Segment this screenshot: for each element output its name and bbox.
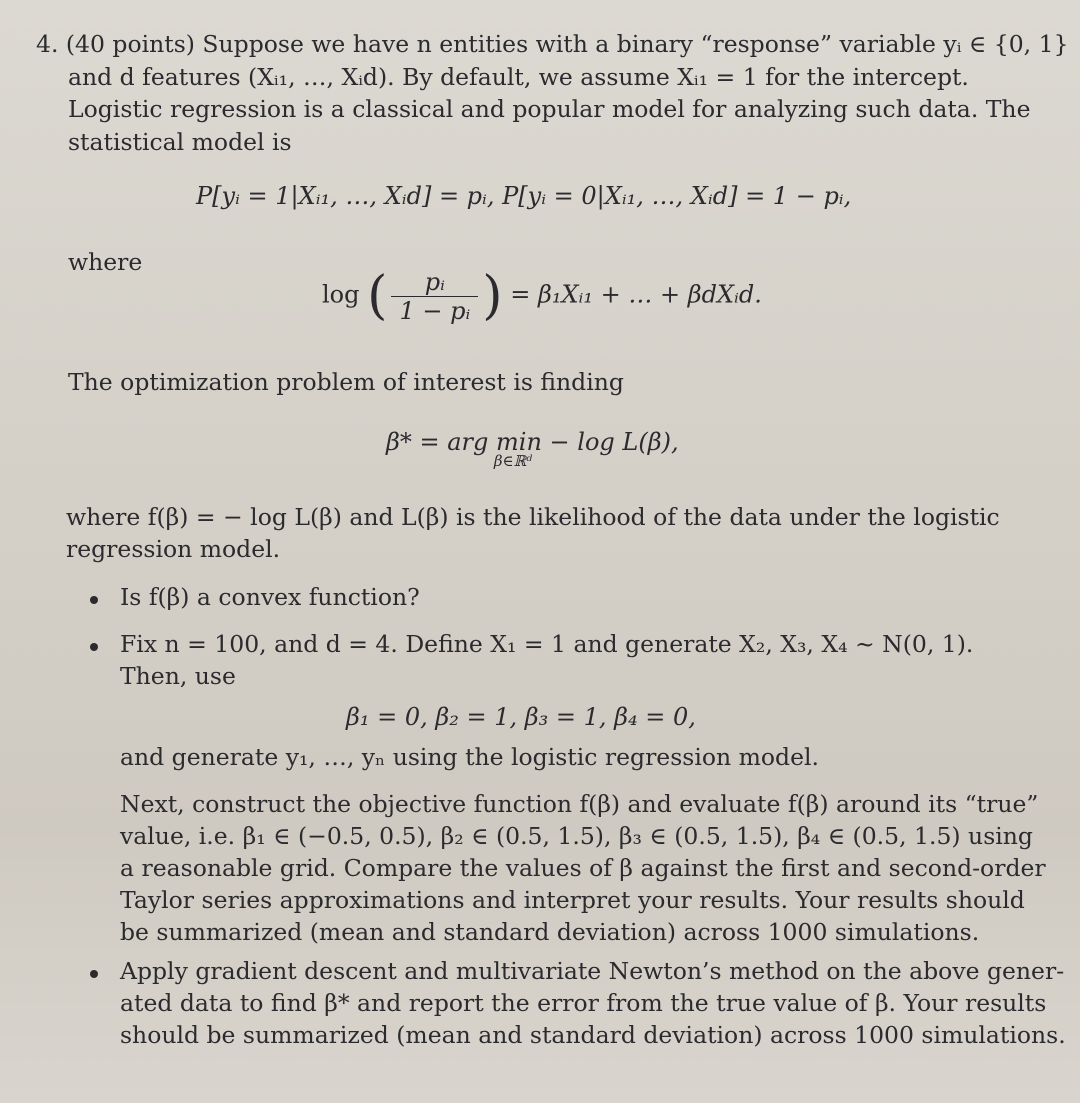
bullet-3-line-1: Apply gradient descent and multivariate Newton’s method on the above gener- [120,957,1065,985]
bullet-dot-2 [90,643,98,651]
argmin-limit: β∈ℝᵈ [493,452,533,470]
bullet-dot-1 [90,596,98,604]
bullet-2-line-1: Fix n = 100, and d = 4. Define X₁ = 1 and generate X₂, X₃, X₄ ~ N(0, 1). [120,630,974,658]
logit-rhs: = β₁Xᵢ₁ + … + βdXᵢd. [510,280,762,309]
bullet-2-para-line-2: value, i.e. β₁ ∈ (−0.5, 0.5), β₂ ∈ (0.5, 1.5), β₃ ∈ (0.5, 1.5), β₄ ∈ (0.5, 1.5) using [120,822,1033,850]
bullet-1-text: Is f(β) a convex function? [120,583,420,611]
odds-fraction [391,268,478,325]
beta-values-equation: β₁ = 0, β₂ = 1, β₃ = 1, β₄ = 0, [346,703,696,731]
logit-equation [322,266,762,326]
where-line-2: regression model. [66,535,281,563]
fraction-numerator: pᵢ [391,268,478,297]
cropped-previous-line [0,0,1080,16]
optimization-intro: The optimization problem of interest is finding [68,368,624,396]
bullet-2-para-line-3: a reasonable grid. Compare the values of β against the first and second-order [120,854,1046,882]
bullet-2-para-line-5: be summarized (mean and standard deviation) across 1000 simulations. [120,918,980,946]
left-paren: ( [367,266,388,326]
fraction-denominator: 1 − pᵢ [399,296,471,325]
argmin-equation [386,428,679,470]
where-line-1: where f(β) = − log L(β) and L(β) is the likelihood of the data under the logistic [66,503,1000,531]
problem-line-3: Logistic regression is a classical and popular model for analyzing such data. The [68,95,1031,123]
log-operator: log [322,280,360,309]
bullet-dot-3 [90,970,98,978]
bullet-3-line-3: should be summarized (mean and standard deviation) across 1000 simulations. [120,1021,1066,1049]
right-paren: ) [482,266,503,326]
argmin-lhs: β* = arg min [386,428,542,456]
bullet-2-line-3: and generate y₁, …, yₙ using the logistic regression model. [120,743,819,771]
bullet-2-para-line-4: Taylor series approximations and interpret your results. Your results should [120,886,1025,914]
bullet-3-line-2: ated data to find β* and report the error from the true value of β. Your results [120,989,1047,1017]
probability-equation: P[yᵢ = 1|Xᵢ₁, …, Xᵢd] = pᵢ, P[yᵢ = 0|Xᵢ₁, …, Xᵢd] = 1 − pᵢ, [196,182,852,210]
argmin-block [386,428,542,470]
bullet-2-para-line-1: Next, construct the objective function f(β) and evaluate f(β) around its “true” [120,790,1039,818]
argmin-rhs: − log L(β), [549,428,679,456]
problem-line-4: statistical model is [68,128,292,156]
problem-line-1: 4. (40 points) Suppose we have n entities with a binary “response” variable yᵢ ∈ {0, 1} [36,30,1069,58]
where-label-1: where [68,248,143,276]
bullet-2-line-2: Then, use [120,662,236,690]
problem-line-2: and d features (Xᵢ₁, …, Xᵢd). By default, we assume Xᵢ₁ = 1 for the intercept. [68,63,969,91]
